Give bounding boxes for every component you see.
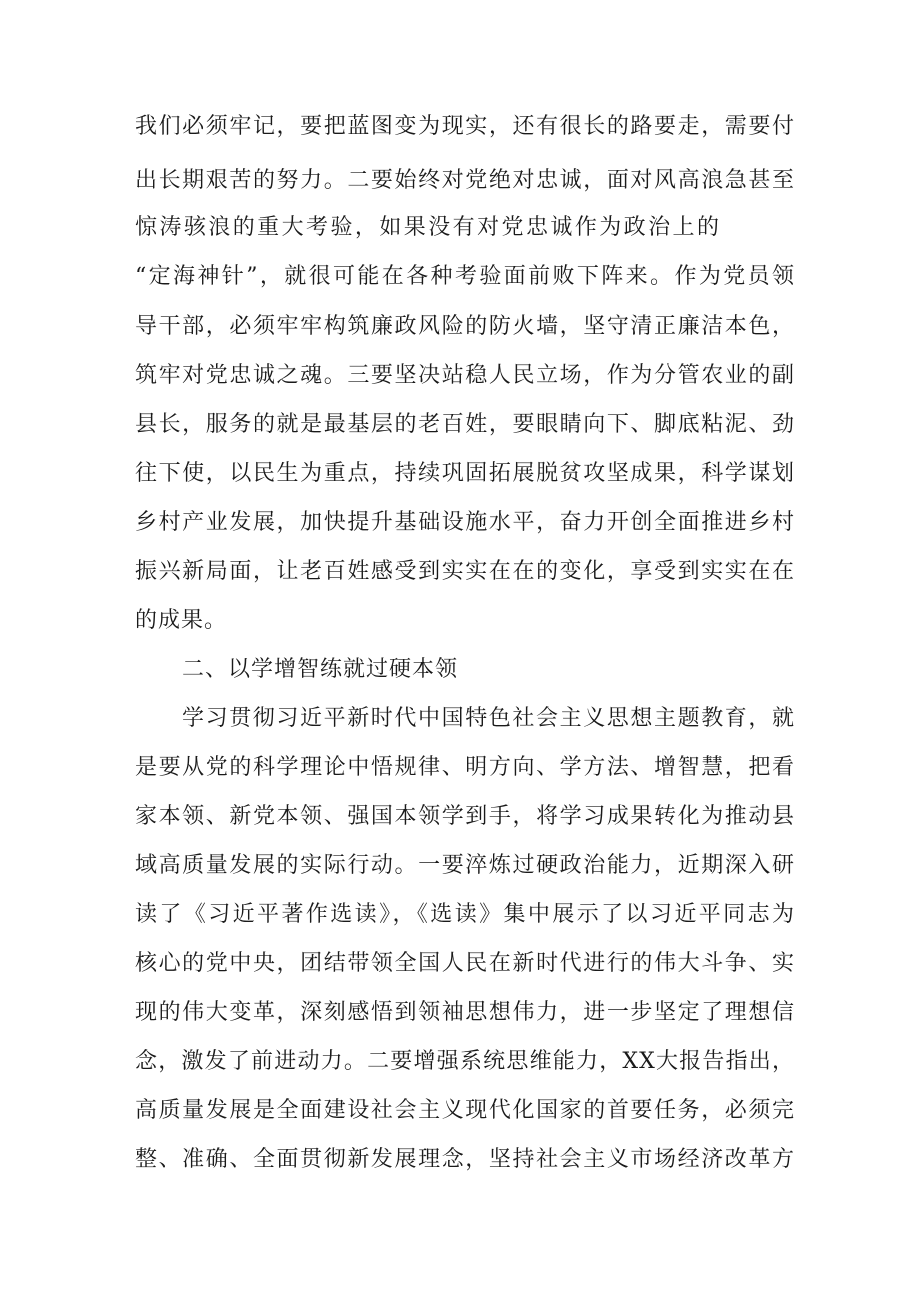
text-line: 惊涛骇浪的重大考验，如果没有对党忠诚作为政治上的 bbox=[135, 215, 720, 240]
text-line: 念，激发了前进动力。二要增强系统思维能力，XX大报告指出， bbox=[135, 1049, 795, 1074]
text-line: 高质量发展是全面建设社会主义现代化国家的首要任务，必须完 bbox=[135, 1098, 795, 1123]
text-line: 整、准确、全面贯彻新发展理念，坚持社会主义市场经济改革方 bbox=[135, 1147, 795, 1172]
text-line: 县长，服务的就是最基层的老百姓，要眼睛向下、脚底粘泥、劲 bbox=[135, 412, 795, 437]
text-line: 是要从党的科学理论中悟规律、明方向、学方法、增智慧，把看 bbox=[135, 755, 795, 780]
text-line: 家本领、新党本领、强国本领学到手，将学习成果转化为推动县 bbox=[135, 804, 795, 829]
text-line: 出长期艰苦的努力。二要始终对党绝对忠诚，面对风高浪急甚至 bbox=[135, 168, 795, 193]
text-line: 核心的党中央，团结带领全国人民在新时代进行的伟大斗争、实 bbox=[135, 951, 795, 976]
section-heading: 二、以学增智练就过硬本领 bbox=[182, 657, 459, 682]
text-line: 导干部，必须牢牢构筑廉政风险的防火墙，坚守清正廉洁本色， bbox=[135, 314, 795, 339]
text-line: “定海神针”，就很可能在各种考验面前败下阵来。作为党员领 bbox=[135, 264, 795, 289]
text-line: 往下使，以民生为重点，持续巩固拓展脱贫攻坚成果，科学谋划 bbox=[135, 461, 795, 486]
text-line: 现的伟大变革，深刻感悟到领袖思想伟力，进一步坚定了理想信 bbox=[135, 1000, 795, 1025]
text-line: 的成果。 bbox=[135, 608, 228, 633]
text-line: 域高质量发展的实际行动。一要淬炼过硬政治能力，近期深入研 bbox=[135, 853, 795, 878]
text-line: 我们必须牢记，要把蓝图变为现实，还有很长的路要走，需要付 bbox=[135, 114, 795, 139]
text-line: 乡村产业发展，加快提升基础设施水平，奋力开创全面推进乡村 bbox=[135, 510, 795, 535]
text-line: 学习贯彻习近平新时代中国特色社会主义思想主题教育，就 bbox=[182, 706, 795, 731]
text-line: 振兴新局面，让老百姓感受到实实在在的变化，享受到实实在在 bbox=[135, 559, 795, 584]
text-line: 读了《习近平著作选读》，《选读》集中展示了以习近平同志为 bbox=[135, 902, 795, 927]
text-line: 筑牢对党忠诚之魂。三要坚决站稳人民立场，作为分管农业的副 bbox=[135, 363, 795, 388]
